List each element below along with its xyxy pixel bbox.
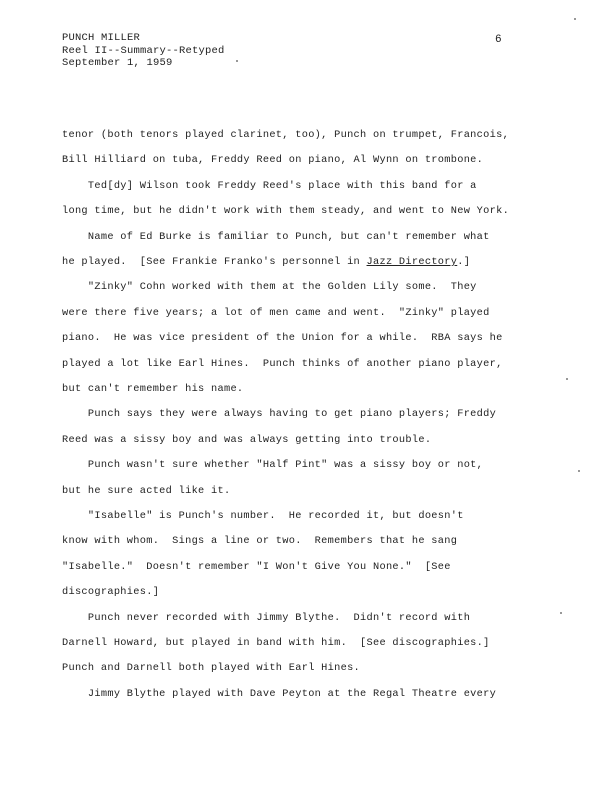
body-line xyxy=(62,256,470,268)
header-date: September 1, 1959 xyxy=(62,57,173,69)
line-segment: Ted[dy] Wilson took Freddy Reed's place with this band for a xyxy=(62,179,477,192)
line-segment: know with whom. Sings a line or two. Remembers that he sang xyxy=(62,535,458,548)
body-line xyxy=(62,281,477,293)
line-segment: long time, but he didn't work with them steady, and went to New York. xyxy=(62,205,510,218)
body-line xyxy=(62,129,509,141)
scan-speck xyxy=(578,470,580,472)
header-reel: Reel II--Summary--Retyped xyxy=(62,44,225,57)
body-line xyxy=(62,612,470,624)
line-segment: Bill Hilliard on tuba, Freddy Reed on piano, Al Wynn on trombone. xyxy=(62,154,484,167)
body-line xyxy=(62,586,159,598)
body-line xyxy=(62,510,464,522)
body-line xyxy=(62,358,503,370)
scan-speck xyxy=(560,612,562,614)
line-segment: Punch and Darnell both played with Earl Hines. xyxy=(62,662,361,675)
line-segment: Punch says they were always having to get piano players; Freddy xyxy=(62,408,497,421)
line-segment: .] xyxy=(457,256,471,268)
line-segment: were there five years; a lot of men came and went. "Zinky" played xyxy=(62,306,490,319)
body-line xyxy=(62,485,230,497)
line-segment: Jimmy Blythe played with Dave Peyton at the Regal Theatre every xyxy=(62,687,497,700)
body-line xyxy=(62,383,243,395)
document-header xyxy=(62,32,225,70)
body-line xyxy=(62,535,457,547)
body-line xyxy=(62,332,503,344)
line-segment: "Isabelle" is Punch's number. He recorded it, but doesn't xyxy=(62,510,464,522)
scan-speck xyxy=(574,18,576,20)
line-segment: Punch never recorded with Jimmy Blythe. Didn't record with xyxy=(62,611,471,624)
body-line xyxy=(62,688,496,700)
body-line xyxy=(62,180,477,192)
line-segment: Name of Ed Burke is familiar to Punch, but can't remember what xyxy=(62,230,490,243)
body-line xyxy=(62,637,490,649)
body-line xyxy=(62,154,483,166)
line-segment: Darnell Howard, but played in band with him. [See discographies.] xyxy=(62,637,490,649)
line-segment: Punch wasn't sure whether "Half Pint" was a sissy boy or not, xyxy=(62,459,484,472)
line-segment: "Isabelle." Doesn't remember "I Won't Give You None." [See xyxy=(62,560,451,573)
scan-speck xyxy=(236,60,238,62)
line-segment: piano. He was vice president of the Union for a while. RBA says he xyxy=(62,332,503,345)
line-segment: but can't remember his name. xyxy=(62,383,244,395)
body-line xyxy=(62,662,360,674)
line-segment: he played. [See Frankie Franko's personnel in xyxy=(62,256,367,268)
line-segment: played a lot like Earl Hines. Punch thinks of another piano player, xyxy=(62,357,503,370)
body-line xyxy=(62,561,451,573)
line-segment: "Zinky" Cohn worked with them at the Golden Lily some. They xyxy=(62,281,477,294)
header-name: PUNCH MILLER xyxy=(62,32,141,44)
page-number: 6 xyxy=(495,34,502,46)
body-line xyxy=(62,434,431,446)
line-segment: but he sure acted like it. xyxy=(62,484,231,497)
scan-speck xyxy=(566,378,568,380)
body-line xyxy=(62,408,496,420)
underlined-title: Jazz Directory xyxy=(366,256,458,268)
line-segment: Reed was a sissy boy and was always getting into trouble. xyxy=(62,433,432,446)
body-line xyxy=(62,205,509,217)
body-line xyxy=(62,307,490,319)
line-segment: discographies.] xyxy=(62,586,160,599)
body-line xyxy=(62,231,490,243)
line-segment: tenor (both tenors played clarinet, too), Punch on trumpet, Francois, xyxy=(62,129,510,141)
body-line xyxy=(62,459,483,471)
